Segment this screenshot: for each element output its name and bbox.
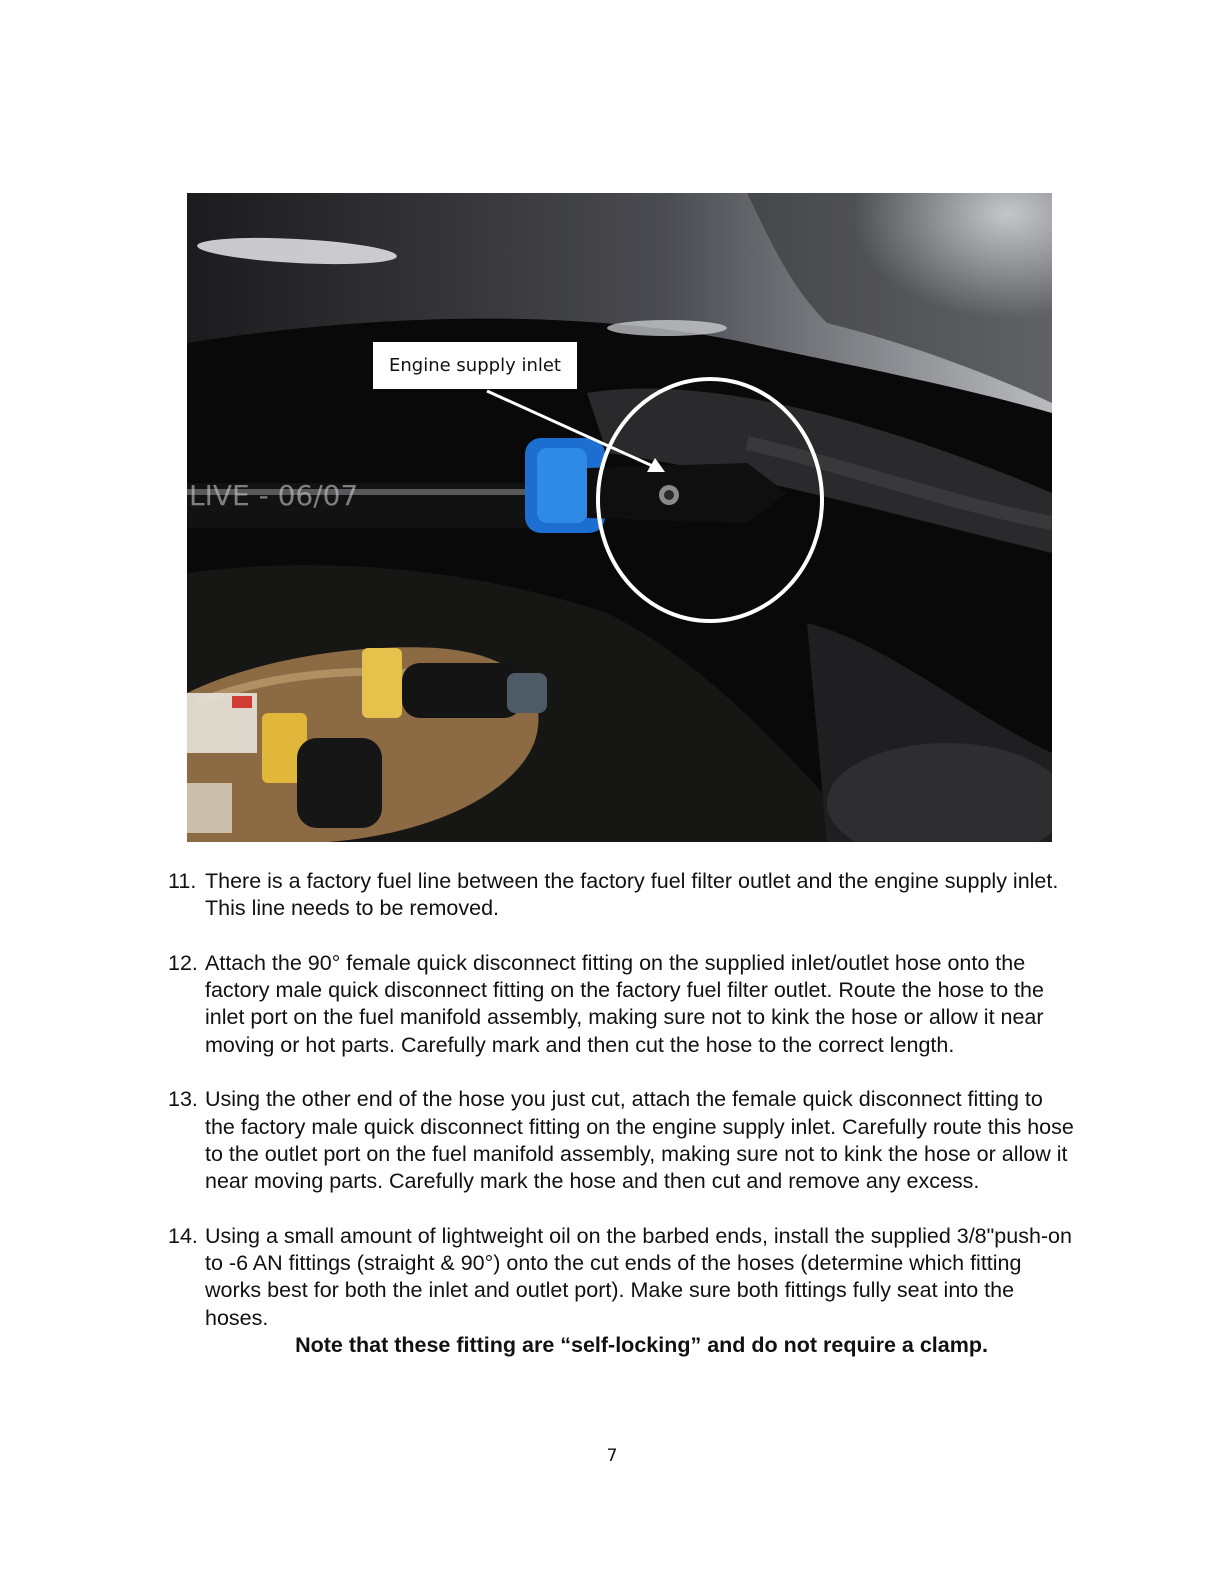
engine-bay-photo: [187, 193, 1052, 842]
step-text: Using a small amount of lightweight oil on the barbed ends, install the supplied 3/8"push-on to -6 AN fittings (straight & 90°) onto the cut ends of the hoses (determine which fitting works best for both the inlet and outlet port). Make sure both fittings fully seat into the hoses.: [205, 1223, 1072, 1330]
callout-label: Engine supply inlet: [373, 342, 577, 389]
self-locking-note: Note that these fitting are “self-locking” and do not require a clamp.: [295, 1333, 988, 1358]
page-number: 7: [606, 1446, 618, 1466]
step-text: There is a factory fuel line between the factory fuel filter outlet and the engine supply inlet. This line needs to be removed.: [205, 869, 1059, 921]
step-text: Attach the 90° female quick disconnect fitting on the supplied inlet/outlet hose onto the factory male quick disconnect fitting on the factory fuel filter outlet. Route the hose to the inlet port on the fuel manifold assembly, making sure not to kink the hose or allow it near moving or hot parts. Carefully mark and then cut the hose to the correct length.: [205, 950, 1044, 1057]
step-text: Using the other end of the hose you just cut, attach the female quick disconnect fitting to the factory male quick disconnect fitting on the engine supply inlet. Carefully route this hose to the outlet port on the fuel manifold assembly, making sure not to kink the hose or allow it near moving parts. Carefully mark the hose and then cut and remove any excess.: [205, 1087, 1074, 1194]
step-number: 12.: [168, 950, 198, 975]
step-12: [168, 950, 1078, 1059]
step-number: 11.: [168, 869, 197, 893]
step-number: 13.: [168, 1087, 198, 1112]
step-14: [168, 1223, 1078, 1332]
step-number: 14.: [168, 1223, 198, 1248]
step-13: [168, 1086, 1078, 1195]
step-11: [168, 868, 1078, 923]
photo-stamp-text: LIVE - 06/07: [189, 479, 359, 512]
instruction-steps: [168, 868, 1078, 1359]
